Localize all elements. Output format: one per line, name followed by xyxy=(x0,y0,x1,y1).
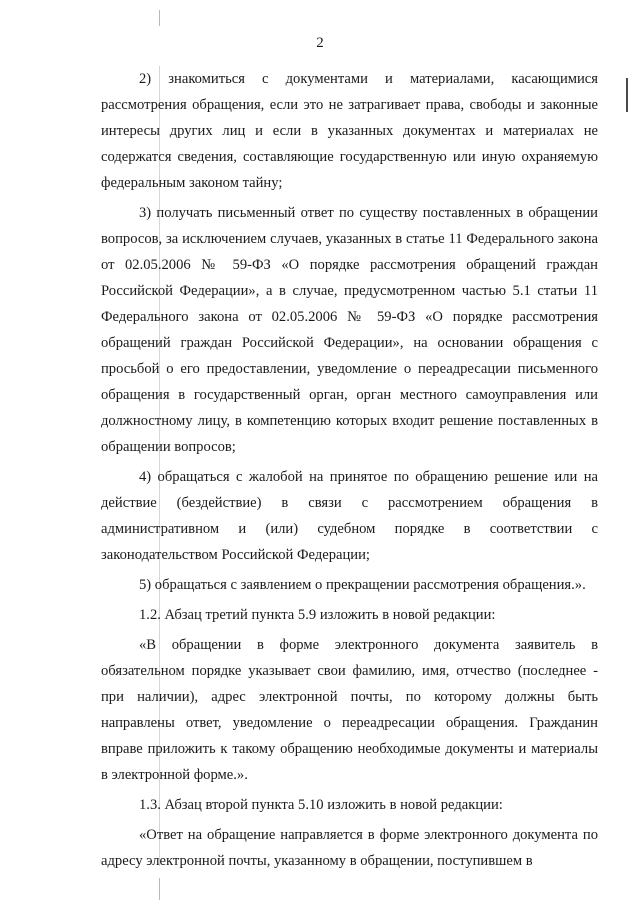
page-number: 2 xyxy=(316,35,324,51)
paragraph-clause-1-3: 1.3. Абзац второй пункта 5.10 изложить в новой редакции: xyxy=(139,797,503,813)
document-body xyxy=(101,66,598,874)
scan-edge-mark xyxy=(626,78,628,112)
scan-artifact-line xyxy=(159,10,160,26)
paragraph-quote-5-9: «В обращении в форме электронного документа заявитель в обязательном порядке указывает свои фамилию, имя, отчество (последнее - при наличии), адрес электронной почты, по которому должны быть направлены ответ, уведомление о переадресации обращения. Гражданин вправе приложить к такому обращению необходимые документы и материалы в электронной форме.». xyxy=(101,637,598,783)
paragraph-quote-5-10: «Ответ на обращение направляется в форме электронного документа по адресу электронной почты, указанному в обращении, поступившем в xyxy=(101,827,598,869)
paragraph-item-3: 3) получать письменный ответ по существу поставленных в обращении вопросов, за исключением случаев, указанных в статье 11 Федерального закона от 02.05.2006 № 59-ФЗ «О порядке рассмотрения обращений граждан Российской Федерации», а в случае, предусмотренном частью 5.1 статьи 11 Федерального закона от 02.05.2006 № 59-ФЗ «О порядке рассмотрения обращений граждан Российской Федерации», на основании обращения с просьбой о его предоставлении, уведомление о переадресации письменного обращения в государственный орган, орган местного самоуправления или должностному лицу, в компетенцию которых входит решение поставленных в обращении вопросов; xyxy=(101,205,598,455)
paragraph-item-5: 5) обращаться с заявлением о прекращении рассмотрения обращения.». xyxy=(139,577,586,593)
paragraph-item-2: 2) знакомиться с документами и материалами, касающимися рассмотрения обращения, если это не затрагивает права, свободы и законные интересы других лиц и если в указанных документах и материалах не содержатся сведения, составляющие государственную или иную охраняемую федеральным законом тайну; xyxy=(101,71,598,191)
paragraph-clause-1-2: 1.2. Абзац третий пункта 5.9 изложить в новой редакции: xyxy=(139,607,496,623)
scan-artifact-line xyxy=(159,878,160,900)
paragraph-item-4: 4) обращаться с жалобой на принятое по обращению решение или на действие (бездействие) в связи с рассмотрением обращения в административном и (или) судебном порядке в соответствии с законодательством Российской Федерации; xyxy=(101,469,598,563)
